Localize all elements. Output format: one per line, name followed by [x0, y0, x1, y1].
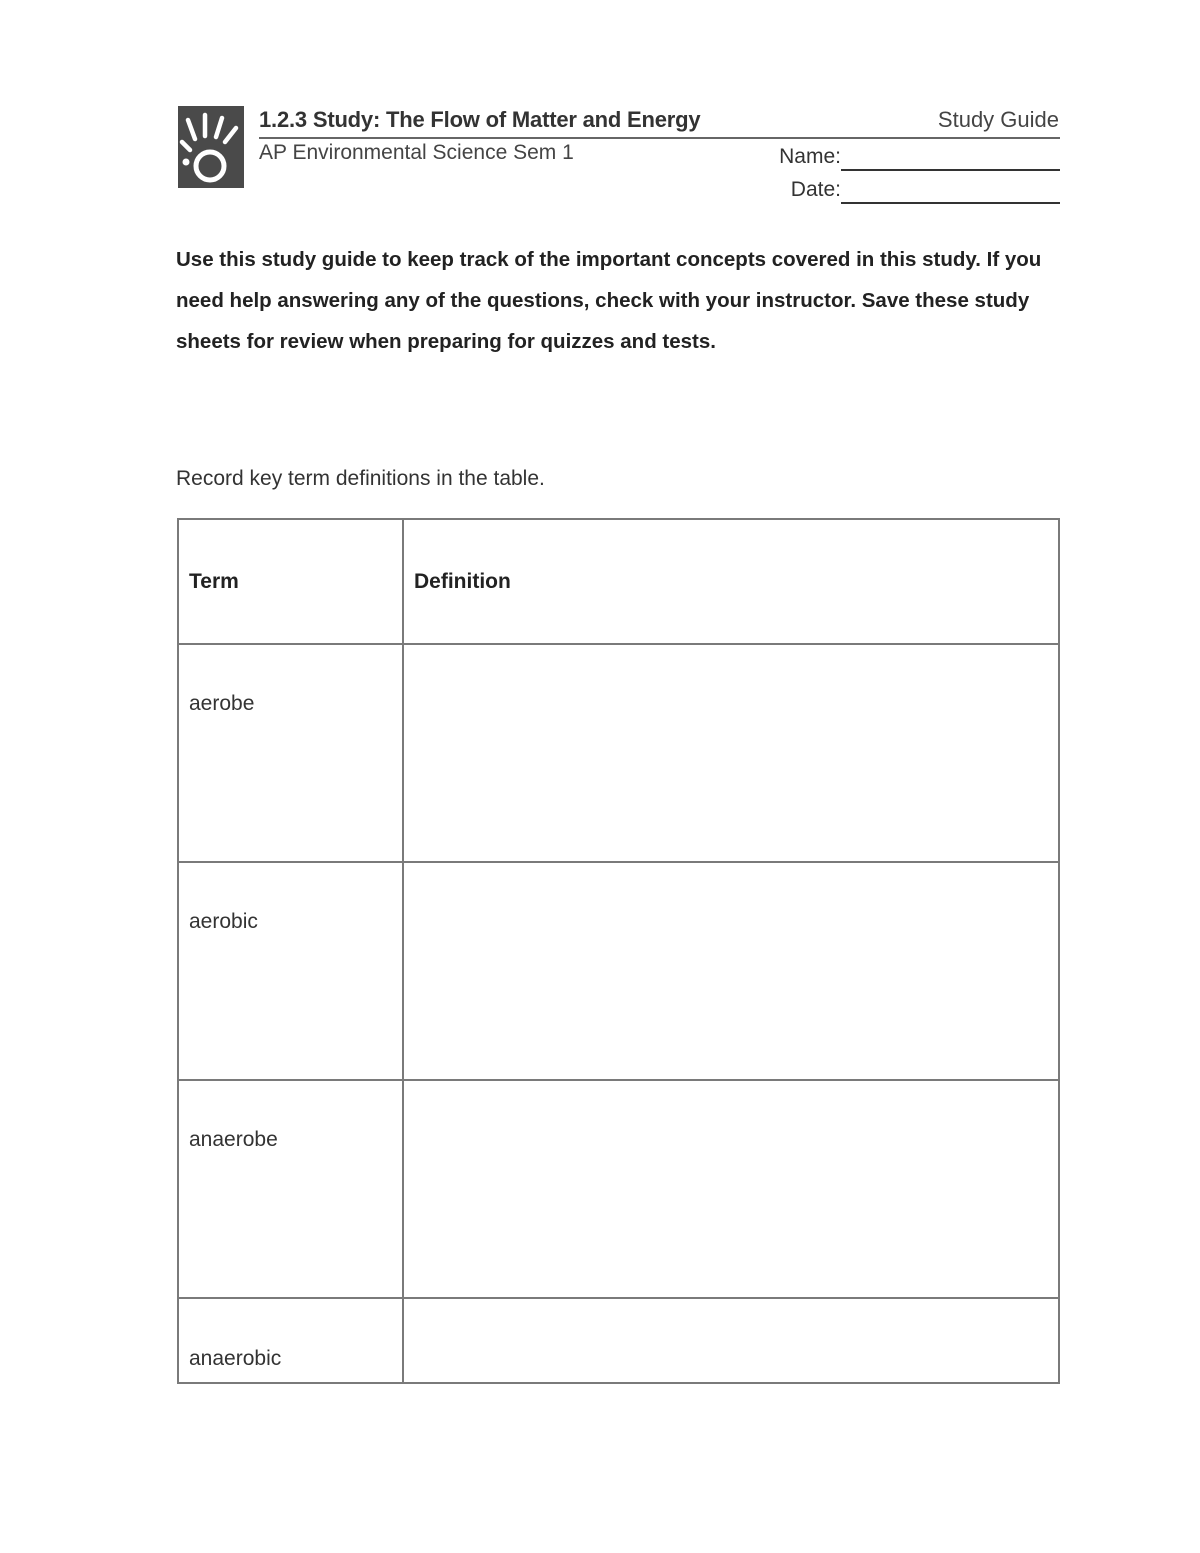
sunburst-logo-icon	[178, 106, 244, 188]
term-cell: anaerobic	[178, 1298, 403, 1383]
term-cell: aerobic	[178, 862, 403, 1080]
definition-cell[interactable]	[403, 644, 1059, 862]
definition-cell[interactable]	[403, 862, 1059, 1080]
key-terms-table	[177, 518, 1060, 1384]
table-header-row	[178, 519, 1059, 644]
document-type-label: Study Guide	[937, 107, 1059, 132]
definition-cell[interactable]	[403, 1080, 1059, 1298]
intro-paragraph: Use this study guide to keep track of the important concepts covered in this study. If you need help answering any of the questions, check with your instructor. Save these study sheets for review when preparing for quizzes and tests.	[176, 248, 1042, 353]
table-row	[178, 1080, 1059, 1298]
definition-column-header: Definition	[403, 519, 1059, 644]
name-label: Name:	[779, 145, 841, 168]
header-divider	[259, 137, 1060, 139]
document-title: 1.2.3 Study: The Flow of Matter and Energy	[259, 107, 701, 132]
table-row	[178, 1298, 1059, 1383]
term-column-header: Term	[178, 519, 403, 644]
term-cell: anaerobe	[178, 1080, 403, 1298]
date-label: Date:	[790, 178, 841, 201]
date-field[interactable]	[791, 176, 1060, 204]
table-instruction: Record key term definitions in the table.	[176, 467, 545, 490]
table-row	[178, 644, 1059, 862]
table-row	[178, 862, 1059, 1080]
course-subtitle: AP Environmental Science Sem 1	[259, 141, 574, 164]
name-input-line[interactable]	[841, 169, 1060, 171]
definition-cell[interactable]	[403, 1298, 1059, 1383]
date-input-line[interactable]	[841, 202, 1060, 204]
name-field[interactable]	[779, 143, 1060, 171]
term-cell: aerobe	[178, 644, 403, 862]
